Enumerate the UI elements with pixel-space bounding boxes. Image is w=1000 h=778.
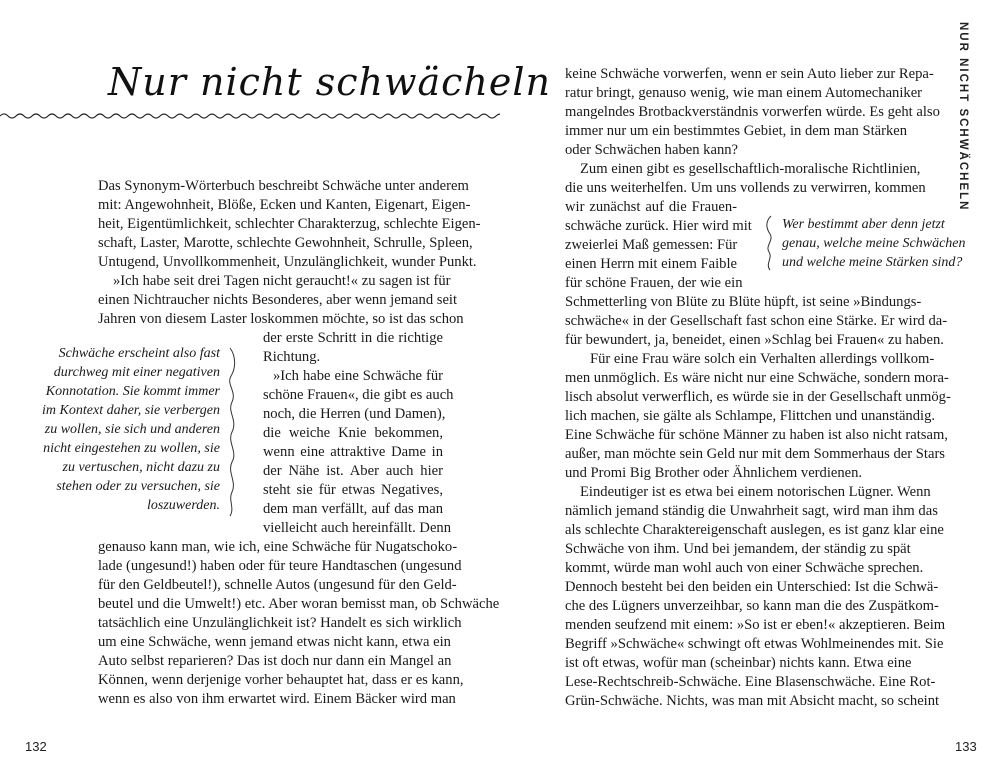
body-line: Auto selbst reparieren? Das ist doch nur dann ein Mangel an [98,653,452,669]
margin-note-line: im Kontext daher, sie verbergen [42,403,220,418]
body-line: mangelndes Brotbackverständnis vorwerfen würde. Es geht also [565,104,940,120]
body-line: lade (ungesund!) haben oder für teure Handtaschen (ungesund [98,558,462,574]
body-line: und Promi Big Brother oder Ähnlichem verdienen. [565,465,863,481]
body-line: »Ich habe eine Schwäche für [273,368,443,384]
chapter-title: Nur nicht schwächeln [108,60,552,104]
body-line: mit: Angewohnheit, Blöße, Ecken und Kanten, Eigenart, Eigen- [98,197,471,213]
body-line: als schlechte Charaktereigenschaft auslegen, es ist ganz klar eine [565,522,944,538]
body-line: noch, die Herren (und Damen), [263,406,446,422]
body-line: schaft, Laster, Marotte, schlechte Gewohnheit, Schrulle, Spleen, [98,235,473,251]
body-line: ist oft etwas, wofür man (scheinbar) nichts kann. Etwa eine [565,655,912,671]
body-line: che des Lügners unverzeihbar, so kann man die des Zuspätkom- [565,598,939,614]
margin-note-line: Schwäche erscheint also fast [58,346,220,361]
page-number: 132 [25,739,47,754]
body-line: Für eine Frau wäre solch ein Verhalten allerdings vollkom- [590,351,935,367]
body-line: wenn eine attraktive Dame in [263,444,443,460]
margin-note-line: loszuwerden. [147,498,220,513]
body-line: Eine Schwäche für schöne Männer zu haben ist also nicht ratsam, [565,427,948,443]
margin-note-line: zu wollen, sie sich und anderen [44,422,220,437]
body-line: schwäche« in der Gesellschaft fast schon eine Stärke. Er wird da- [565,313,948,329]
body-line: Schmetterling von Blüte zu Blüte hüpft, ist seine »Bindungs- [565,294,922,310]
body-line: genauso kann man, wie ich, eine Schwäche für Nugatschoko- [98,539,458,555]
body-line: für bewundert, ja, beneidet, einen »Schlag bei Frauen« zu haben. [565,332,944,348]
body-line: Grün-Schwäche. Nichts, was man mit Absicht macht, so scheint [565,693,940,709]
margin-note-line: nicht eingestehen zu wollen, sie [43,441,220,456]
body-line: außer, man möchte sein Geld nur mit dem Sommerhaus der Stars [565,446,945,462]
body-line: Dennoch besteht bei den beiden ein Unterschied: Ist die Schwä- [565,579,939,595]
body-line: für schöne Frauen, der wie ein [565,275,743,291]
margin-note-line: genau, welche meine Schwächen [782,236,966,251]
body-line: dem man verfällt, auf das man [263,501,443,517]
body-line: oder Schwächen haben kann? [565,142,739,158]
body-line: für den Geldbeutel!), schnelle Autos (ungesund für den Geld- [98,577,457,593]
body-line: Zum einen gibt es gesellschaftlich-moralische Richtlinien, [580,161,921,177]
body-line: schöne Frauen«, die gibt es auch [263,387,454,403]
margin-note-line: zu vertuschen, nicht dazu zu [62,460,220,475]
margin-brace [762,214,776,272]
body-line: Das Synonym-Wörterbuch beschreibt Schwäche unter anderem [98,178,469,194]
margin-note-line: und welche meine Stärken sind? [782,255,963,270]
body-line: lisch absolut verwerflich, es würde sie in der Gesellschaft unmög- [565,389,951,405]
page-number: 133 [955,739,977,754]
body-line: um eine Schwäche, wenn jemand etwas nicht kann, etwa ein [98,634,451,650]
body-line: der Nähe ist. Aber auch hier [263,463,443,479]
body-line: kommt, würde man wohl auch von einer Schwäche sprechen. [565,560,924,576]
body-line: einen Nichtraucher nichts Besonderes, aber wenn jemand seit [98,292,458,308]
running-head-text: NUR NICHT SCHWÄCHELN [957,22,969,212]
body-line: keine Schwäche vorwerfen, wenn er sein Auto lieber zur Repa- [565,66,934,82]
margin-note-line: durchweg mit einer negativen [53,365,220,380]
body-line: Schwäche von ihm. Und bei jemandem, der ständig zu spät [565,541,911,557]
body-line: nämlich jemand ständig die Unwahrheit sagt, wird man ihm das [565,503,938,519]
body-line: zweierlei Maß gemessen: Für [565,237,738,253]
body-line: Eindeutiger ist es etwa bei einem notorischen Lügner. Wenn [580,484,931,500]
body-line: die weiche Knie bekommen, [263,425,443,441]
body-line: Richtung. [263,349,321,365]
margin-note-line: stehen oder zu versuchen, sie [56,479,220,494]
body-line: men unmöglich. Es wäre nicht nur eine Schwäche, sondern mora- [565,370,949,386]
margin-note-line: Konnotation. Sie kommt immer [45,384,220,399]
body-line: die uns weiterhelfen. Um uns vollends zu verwirren, kommen [565,180,926,196]
wavy-divider [0,108,500,124]
body-line: Lese-Rechtschreib-Schwäche. Eine Blasenschwäche. Eine Rot- [565,674,936,690]
body-line: »Ich habe seit drei Tagen nicht geraucht!« zu sagen ist für [113,273,451,289]
body-line: steht sie für etwas Negatives, [263,482,443,498]
body-line: Jahren von diesem Laster loskommen möchte, so ist das schon [98,311,464,327]
body-line: Untugend, Unvollkommenheit, Unzulänglichkeit, wunder Punkt. [98,254,477,270]
body-line: wenn es also von ihm erwartet wird. Einem Bäcker wird man [98,691,456,707]
margin-brace [226,346,240,518]
body-line: immer nur um ein bestimmtes Gebiet, in dem man Stärken [565,123,908,139]
body-line: der erste Schritt in die richtige [263,330,443,346]
body-line: heit, Eigentümlichkeit, schlechter Charakterzug, schlechte Eigen- [98,216,481,232]
body-line: lich machen, sie gälte als Schlampe, Flittchen und unanständig. [565,408,936,424]
body-line: tatsächlich eine Unzulänglichkeit ist? Handelt es sich wirklich [98,615,462,631]
running-head [955,22,975,212]
body-line: menden seufzend mit einem: »So ist er eben!« akzeptieren. Beim [565,617,946,633]
body-line: Begriff »Schwäche« schwingt oft etwas Wohlmeinendes mit. Sie [565,636,944,652]
body-line: einen Herrn mit einem Faible [565,256,737,272]
margin-note-line: Wer bestimmt aber denn jetzt [782,217,945,232]
body-line: beutel und die Umwelt!) etc. Aber woran bemisst man, ob Schwäche [98,596,500,612]
right-page [500,0,1000,778]
body-line: vielleicht auch hereinfällt. Denn [263,520,452,536]
body-line: Können, wenn derjenige vorher behauptet hat, dass er es kann, [98,672,464,688]
body-line: schwäche zurück. Hier wird mit [565,218,752,234]
body-line: wir zunächst auf die Frauen- [565,199,737,215]
body-line: ratur bringt, genauso wenig, wie man einem Automechaniker [565,85,923,101]
